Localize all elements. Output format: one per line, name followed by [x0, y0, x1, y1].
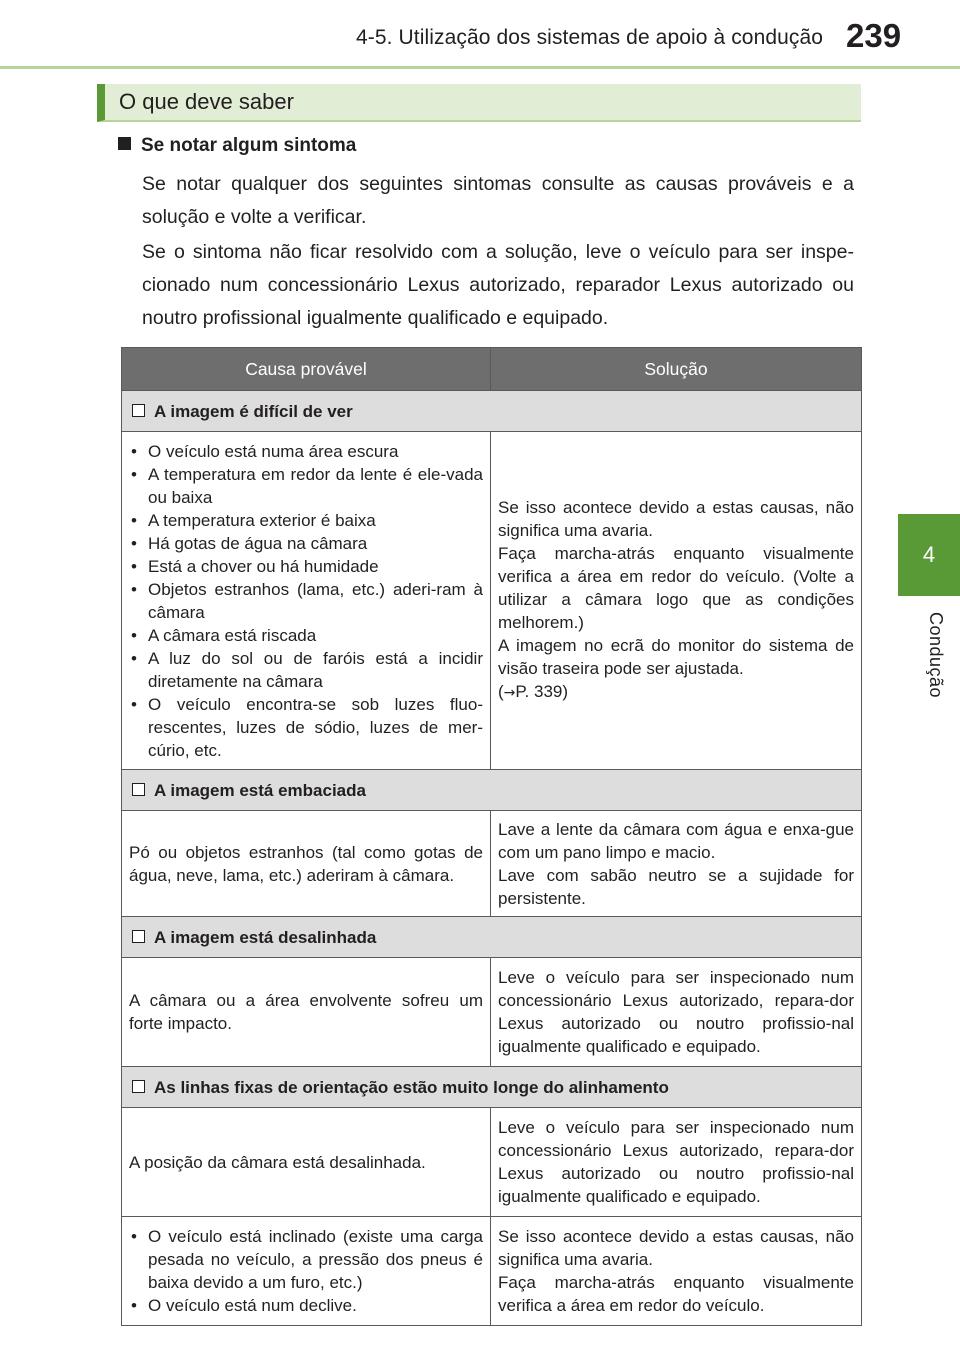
solution-line: Faça marcha-atrás enquanto visualmente verifica a área em redor do veículo. (Volte a utilizar a câmara logo que as condições melhorem.) — [498, 544, 854, 632]
checkbox-icon — [132, 930, 145, 943]
category-cell — [122, 1067, 862, 1108]
solution-line: Lave a lente da câmara com água e enxa-gue com um pano limpo e macio. — [498, 819, 854, 862]
solution-line: A imagem no ecrã do monitor do sistema de visão traseira pode ser ajustada. — [498, 636, 854, 678]
chapter-label: Condução — [926, 612, 946, 699]
reference-close: ) — [562, 682, 569, 701]
chapter-tab — [898, 514, 960, 596]
header-rule — [0, 66, 960, 69]
category-cell — [122, 770, 862, 811]
page-number: 239 — [846, 17, 902, 54]
list-item: • A temperatura em redor da lente é ele-vada ou baixa — [129, 463, 483, 509]
category-title: A imagem está embaciada — [154, 780, 366, 800]
category-title: A imagem é difícil de ver — [154, 401, 353, 421]
category-row — [122, 1067, 862, 1108]
table-row — [122, 1108, 862, 1217]
list-item: • O veículo está inclinado (existe uma carga pesada no veículo, a pressão dos pneus é baixa devido a um furo, etc.) — [129, 1225, 483, 1294]
cause-list — [129, 440, 483, 762]
solution-cell — [491, 811, 862, 917]
solution-line: Se isso acontece devido a estas causas, não significa uma avaria. — [498, 498, 854, 540]
cause-list — [129, 1225, 483, 1317]
cause-cell: Pó ou objetos estranhos (tal como gotas de água, neve, lama, etc.) aderiram à câmara. — [122, 811, 491, 917]
list-item: • Há gotas de água na câmara — [129, 532, 483, 555]
table-header-row — [122, 348, 862, 391]
solution-cell — [491, 1108, 862, 1217]
header-cause: Causa provável — [122, 348, 491, 391]
solution-line: Lave com sabão neutro se a sujidade for persistente. — [498, 865, 854, 908]
table-row — [122, 432, 862, 770]
header-solution: Solução — [491, 348, 862, 391]
subheading-text: Se notar algum sintoma — [141, 135, 357, 156]
cause-cell — [122, 432, 491, 770]
list-item: • A temperatura exterior é baixa — [129, 509, 483, 532]
chapter-number: 4 — [922, 542, 936, 567]
arrow-right-icon: → — [503, 685, 516, 701]
category-row — [122, 917, 862, 958]
list-item: • O veículo está numa área escura — [129, 440, 483, 463]
symptom-table — [121, 347, 862, 1326]
reference-open: ( — [498, 682, 504, 701]
solution-line: Leve o veículo para ser inspecionado num concessionário Lexus autorizado, repara-dor Lexus autorizado ou noutro profissio-nal igualmente qualificado e equipado. — [498, 1118, 854, 1206]
category-title: A imagem está desalinhada — [154, 927, 377, 947]
cause-cell: A câmara ou a área envolvente sofreu um forte impacto. — [122, 958, 491, 1067]
page-reference[interactable] — [498, 680, 854, 705]
subheading — [118, 135, 356, 157]
solution-cell — [491, 958, 862, 1067]
topic-title: O que deve saber — [119, 89, 294, 114]
category-cell — [122, 391, 862, 432]
topic-box — [97, 84, 861, 122]
solution-cell — [491, 1217, 862, 1326]
table-row — [122, 1217, 862, 1326]
checkbox-icon — [132, 404, 145, 417]
checkbox-icon — [132, 783, 145, 796]
checkbox-icon — [132, 1080, 145, 1093]
reference-page: P. 339 — [515, 682, 563, 701]
intro-paragraph-1: Se notar qualquer dos seguintes sintomas consulte as causas prováveis e a solução e volte a verificar. — [142, 173, 854, 228]
list-item: • A luz do sol ou de faróis está a incidir diretamente na câmara — [129, 647, 483, 693]
solution-cell — [491, 432, 862, 770]
table-row — [122, 811, 862, 917]
solution-line: Leve o veículo para ser inspecionado num concessionário Lexus autorizado, repara-dor Lexus autorizado ou noutro profissio-nal igualmente qualificado e equipado. — [498, 968, 854, 1056]
category-row — [122, 770, 862, 811]
solution-line: Faça marcha-atrás enquanto visualmente verifica a área em redor do veículo. — [498, 1273, 854, 1315]
list-item: • Objetos estranhos (lama, etc.) aderi-ram à câmara — [129, 578, 483, 624]
list-item: • O veículo encontra-se sob luzes fluo-rescentes, luzes de sódio, luzes de mer-cúrio, etc. — [129, 693, 483, 762]
list-item: • Está a chover ou há humidade — [129, 555, 483, 578]
solution-line: Se isso acontece devido a estas causas, não significa uma avaria. — [498, 1227, 854, 1269]
cause-cell — [122, 1217, 491, 1326]
list-item: • O veículo está num declive. — [129, 1294, 483, 1317]
list-item: • A câmara está riscada — [129, 624, 483, 647]
category-row — [122, 391, 862, 432]
category-cell — [122, 917, 862, 958]
intro-paragraph-2: Se o sintoma não ficar resolvido com a solução, leve o veículo para ser inspe-cionado num concessionário Lexus autorizado, reparador Lexus autorizado ou noutro profissional igualmente qualificado e equipado. — [142, 241, 854, 329]
table-row — [122, 958, 862, 1067]
section-title: 4-5. Utilização dos sistemas de apoio à condução — [356, 26, 824, 49]
square-bullet-icon — [118, 137, 131, 150]
cause-cell: A posição da câmara está desalinhada. — [122, 1108, 491, 1217]
category-title: As linhas fixas de orientação estão muito longe do alinhamento — [154, 1077, 669, 1097]
